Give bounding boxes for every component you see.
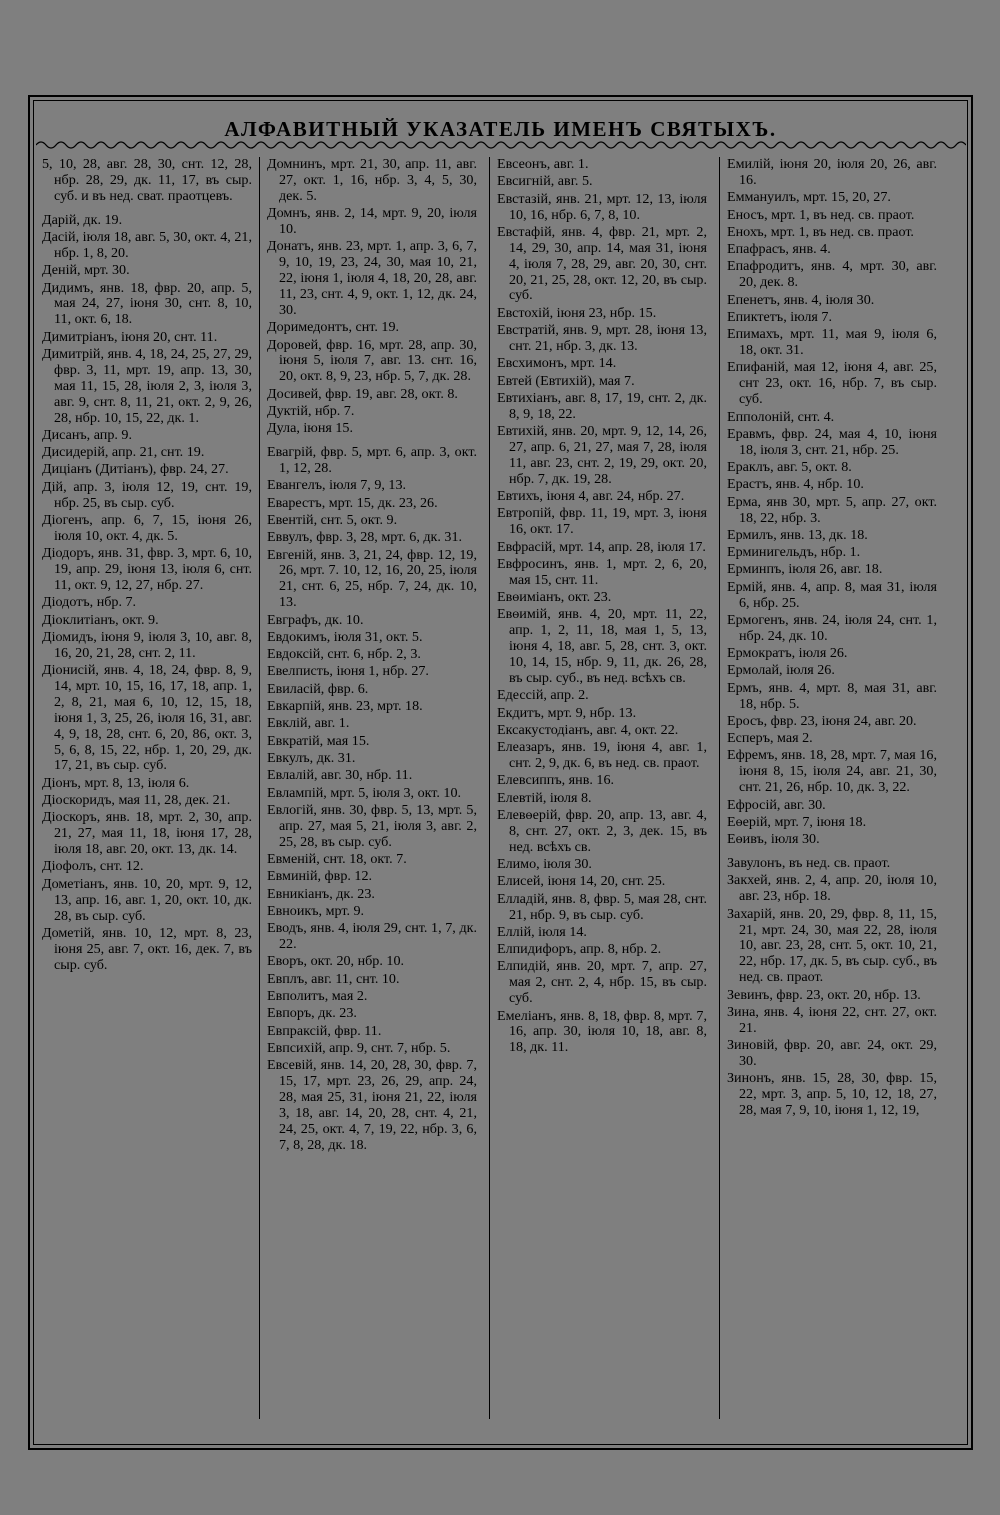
index-entry: Діодотъ, нбр. 7. — [42, 594, 137, 611]
index-entry: Діонисій, янв. 4, 18, 24, фвр. 8, 9, 14, мрт. 10, 15, 16, 17, 18, апр. 1, 2, 8, 21, мая 6, 10, 12, 15, 18, іюня 1, 3, 25, 26, іюля 16, 31, авг. 4, 9, 18, 28, снт. 6, 20, 86, окт. 3, 5, 6, 8, 15, 22, нбр. 1, 20, 29, дк. 17, 21, въ сыр. суб. — [42, 662, 252, 774]
index-entry: Зиновій, фвр. 20, авг. 24, окт. 29, 30. — [727, 1037, 937, 1069]
index-entry: Евелписть, іюня 1, нбр. 27. — [267, 663, 429, 680]
index-entry: Еллій, іюля 14. — [497, 923, 587, 940]
column-rule — [719, 157, 720, 1419]
index-entry: Евлогій, янв. 30, фвр. 5, 13, мрт. 5, апр. 27, мая 5, 21, іюля 3, авг. 2, 25, 28, въ сыр. суб. — [267, 801, 477, 850]
index-entry: Евтей (Евтихій), мая 7. — [497, 372, 635, 389]
index-entry: Евноикъ, мрт. 9. — [267, 902, 365, 919]
index-entry: Діофолъ, снт. 12. — [42, 858, 144, 875]
index-entry: Евминій, фвр. 12. — [267, 868, 373, 885]
index-entry: Епифаній, мая 12, іюня 4, авг. 25, снт 23, окт. 16, нбр. 7, въ сыр. суб. — [727, 359, 937, 408]
index-entry: Дометіанъ, янв. 10, 20, мрт. 9, 12, 13, апр. 16, авг. 1, 20, окт. 10, дк. 28, въ сыр. суб. — [42, 875, 252, 924]
index-entry: Діонъ, мрт. 8, 13, іюля 6. — [42, 774, 190, 791]
index-entry: Елисей, іюня 14, 20, снт. 25. — [497, 873, 666, 890]
index-entry: Донатъ, янв. 23, мрт. 1, апр. 3, 6, 7, 9, 10, 19, 23, 24, 30, мая 10, 21, 22, іюня 1, іюля 4, 18, 20, 28, авг. 11, 23, снт. 4, 9, окт. 1, 12, дк. 24, 30. — [267, 238, 477, 318]
index-entry: Ексакустодіанъ, авг. 4, окт. 22. — [497, 721, 679, 738]
index-entry: Еравмъ, фвр. 24, мая 4, 10, іюня 18, іюля 3, снт. 21, нбр. 25. — [727, 425, 937, 458]
index-entry: Дометій, янв. 10, 12, мрт. 8, 23, іюня 25, авг. 7, окт. 16, дек. 7, въ сыр. суб. — [42, 924, 252, 973]
index-entry: Евгеній, янв. 3, 21, 24, фвр. 12, 19, 26, мрт. 7. 10, 12, 16, 20, 25, іюля 21, снт. 6, 25, нбр. 7, 24, дк. 10, 13. — [267, 546, 477, 611]
index-entry: Елпидифоръ, апр. 8, нбр. 2. — [497, 941, 662, 958]
index-entry: Евлалій, авг. 30, нбр. 11. — [267, 767, 413, 784]
index-entry: Доримедонтъ, снт. 19. — [267, 319, 400, 336]
index-entry: Деній, мрт. 30. — [42, 262, 130, 279]
index-entry: Евентій, снт. 5, окт. 9. — [267, 511, 398, 528]
index-entry: Елеазаръ, янв. 19, іюня 4, авг. 1, снт. 2, 9, дк. 6, въ нед. св. праот. — [497, 739, 707, 772]
index-entry: Елимо, іюля 30. — [497, 856, 592, 873]
index-entry: Ермогенъ, янв. 24, іюля 24, снт. 1, нбр. 24, дк. 10. — [727, 611, 937, 644]
index-entry: Евпсихій, апр. 9, снт. 7, нбр. 5. — [267, 1039, 451, 1056]
index-entry: Евсигній, авг. 5. — [497, 173, 593, 190]
index-entry: Евменій, снт. 18, окт. 7. — [267, 850, 407, 867]
index-entry: Еросъ, фвр. 23, іюня 24, авг. 20. — [727, 712, 917, 729]
index-entry: Димитрій, янв. 4, 18, 24, 25, 27, 29, фвр. 3, 11, мрт. 19, апр. 13, 30, мая 11, 15, 28, іюля 2, 3, іюля 3, авг. 9, снт. 8, 11, 21, окт. 2, 9, 26, 28, нбр. 10, 15, 22, дк. 1. — [42, 345, 252, 426]
index-entry: Евдокимъ, іюля 31, окт. 5. — [267, 628, 423, 645]
index-entry: Епафродитъ, янв. 4, мрт. 30, авг. 20, дек. 8. — [727, 258, 937, 291]
index-entry: Ерма, янв 30, мрт. 5, апр. 27, окт. 18, 22, нбр. 3. — [727, 493, 937, 526]
index-entry: Евѳимій, янв. 4, 20, мрт. 11, 22, апр. 1, 2, 11, 18, мая 1, 5, 13, іюня 4, 18, авг. 5, 28, снт. 3, окт. 10, 14, 15, нбр. 9, 11, дк. 26, 28, въ сыр. суб., въ нед. всѣхъ св. — [497, 606, 707, 686]
index-entry: Ермолай, іюля 26. — [727, 662, 835, 679]
index-entry: Епполоній, снт. 4. — [727, 408, 835, 425]
index-entry: Еворъ, окт. 20, нбр. 10. — [267, 953, 405, 970]
index-entry: Епиктетъ, іюля 7. — [727, 308, 832, 325]
page-header: АЛФАВИТНЫЙ УКАЗАТЕЛЬ ИМЕНЪ СВЯТЫХЪ. — [224, 117, 777, 141]
index-entry: Евникіанъ, дк. 23. — [267, 885, 375, 902]
index-entry: Евпраксій, фвр. 11. — [267, 1022, 382, 1039]
index-entry: Евсхимонъ, мрт. 14. — [497, 355, 617, 372]
index-entry: Евтропій, фвр. 11, 19, мрт. 3, іюня 16, окт. 17. — [497, 505, 707, 538]
index-entry: Елевсиппъ, янв. 16. — [497, 772, 615, 789]
index-entry: Еѳерій, мрт. 7, іюня 18. — [727, 813, 867, 830]
index-entry: Діомидъ, іюня 9, іюля 3, 10, авг. 8, 16, 20, 21, 28, снт. 2, 11. — [42, 628, 252, 661]
index-entry: Ерминигельдъ, нбр. 1. — [727, 544, 861, 561]
index-entry: Захарій, янв. 20, 29, фвр. 8, 11, 15, 21, мрт. 24, 30, мая 22, 28, іюля 10, авг. 23, 28, снт. 5, окт. 10, 21, 22, нбр. 17, дк. 5, въ сыр. суб., въ нед. св. праот. — [727, 905, 937, 986]
index-entry: Есперъ, мая 2. — [727, 730, 813, 747]
index-entry: Димитріанъ, іюня 20, снт. 11. — [42, 328, 218, 345]
index-entry: Еммануилъ, мрт. 15, 20, 27. — [727, 189, 891, 206]
index-entry: Евлампій, мрт. 5, іюля 3, окт. 10. — [267, 784, 462, 801]
index-entry: Емилій, іюня 20, іюля 20, 26, авг. 16. — [727, 156, 937, 188]
index-entry: Емеліанъ, янв. 8, 18, фвр. 8, мрт. 7, 16, апр. 30, іюля 10, 18, авг. 8, 18, дк. 11. — [497, 1007, 707, 1056]
index-entry: Ерминпъ, іюля 26, авг. 18. — [727, 561, 883, 578]
index-entry: Евплъ, авг. 11, снт. 10. — [267, 970, 400, 987]
index-entry: Евфрасій, мрт. 14, апр. 28, іюля 17. — [497, 538, 706, 555]
index-entry: Енохъ, мрт. 1, въ нед. св. праот. — [727, 223, 914, 240]
index-entry: Евклій, авг. 1. — [267, 715, 350, 732]
index-entry: Еварестъ, мрт. 15, дк. 23, 26. — [267, 494, 438, 511]
index-entry: Дисидерій, апр. 21, снт. 19. — [42, 444, 205, 461]
index-entry: Екдитъ, мрт. 9, нбр. 13. — [497, 704, 637, 721]
index-entry: Дарій, дк. 19. — [42, 211, 123, 228]
index-entry: Евкулъ, дк. 31. — [267, 749, 356, 766]
index-entry: Доровей, фвр. 16, мрт. 28, апр. 30, іюня 5, іюля 7, авг. 13. снт. 16, 20, окт. 8, 9, 23, нбр. 5, 7, дк. 28. — [267, 336, 477, 385]
index-entry: Евтихій, янв. 20, мрт. 9, 12, 14, 26, 27, апр. 6, 21, 27, мая 7, 28, іюля 11, авг. 23, снт. 2, 19, 29, окт. 20, нбр. 7, дк. 19, 28. — [497, 423, 707, 487]
index-entry: Евкарпій, янв. 23, мрт. 18. — [267, 698, 423, 715]
index-entry: Досивей, фвр. 19, авг. 28, окт. 8. — [267, 385, 458, 402]
index-entry: Евсевій, янв. 14, 20, 28, 30, фвр. 7, 15, 17, мрт. 23, 26, 29, апр. 24, 28, мая 25, 31, іюня 21, 22, іюля 3, 18, авг. 14, 20, 28, снт. 4, 21, 24, 25, окт. 4, 7, 19, 22, нбр. 3, 6, 7, 8, 28, дк. 18. — [267, 1057, 477, 1153]
column-rule — [489, 157, 490, 1419]
index-entry: Елпидій, янв. 20, мрт. 7, апр. 27, мая 2, снт. 2, 4, нбр. 15, въ сыр. суб. — [497, 958, 707, 1007]
index-entry: Дисанъ, апр. 9. — [42, 426, 132, 443]
index-entry: Диціанъ (Дитіанъ), фвр. 24, 27. — [42, 461, 229, 478]
index-entry: Евкратій, мая 15. — [267, 732, 370, 749]
index-entry: Дидимъ, янв. 18, фвр. 20, апр. 5, мая 24, 27, іюня 30, снт. 8, 10, 11, окт. 6, 18. — [42, 279, 252, 328]
index-entry: Еносъ, мрт. 1, въ нед. св. праот. — [727, 206, 915, 223]
index-entry: Домнъ, янв. 2, 14, мрт. 9, 20, іюля 10. — [267, 205, 477, 238]
index-entry: Евстохій, іюня 23, нбр. 15. — [497, 304, 657, 321]
index-entry: Еѳивъ, іюля 30. — [727, 831, 820, 848]
index-entry: Евѳиміанъ, окт. 23. — [497, 589, 612, 606]
index-entry: Елевѳерій, фвр. 20, апр. 13, авг. 4, 8, снт. 27, окт. 2, 3, дек. 15, въ нед. всѣхъ св. — [497, 806, 707, 855]
index-entry: Ермократъ, іюля 26. — [727, 645, 848, 662]
index-entry: Евстратій, янв. 9, мрт. 28, іюня 13, снт. 21, нбр. 3, дк. 13. — [497, 322, 707, 354]
index-entry: Зинонъ, янв. 15, 28, 30, фвр. 15, 22, мрт. 3, апр. 5, 10, 12, 18, 27, 28, мая 7, 9, 10, іюня 1, 12, 19, — [727, 1070, 937, 1119]
index-entry: Зина, янв. 4, іюня 22, снт. 27, окт. 21. — [727, 1003, 937, 1036]
index-column-3 — [497, 157, 707, 1419]
column-rule — [259, 157, 260, 1419]
index-entry: Евстазій, янв. 21, мрт. 12, 13, іюля 10, 16, нбр. 6, 7, 8, 10. — [497, 190, 707, 223]
index-entry: Епафрасъ, янв. 4. — [727, 241, 831, 258]
index-entry: Евграфъ, дк. 10. — [267, 611, 364, 628]
index-column-2 — [267, 157, 477, 1419]
index-entry: Евиласій, фвр. 6. — [267, 680, 369, 697]
index-entry: Евфросинъ, янв. 1, мрт. 2, 6, 20, мая 15, снт. 11. — [497, 555, 707, 588]
index-column-4 — [727, 157, 937, 1419]
index-entry: Еввулъ, фвр. 3, 28, мрт. 6, дк. 31. — [267, 529, 463, 546]
index-entry: Дасій, іюля 18, авг. 5, 30, окт. 4, 21, нбр. 1, 8, 20. — [42, 229, 252, 261]
index-entry: Діоскоридъ, мая 11, 28, дек. 21. — [42, 792, 231, 809]
index-entry: Ерастъ, янв. 4, нбр. 10. — [727, 476, 864, 493]
index-entry: Евагрій, фвр. 5, мрт. 6, апр. 3, окт. 1, 12, 28. — [267, 444, 477, 477]
index-entry: Ефремъ, янв. 18, 28, мрт. 7, мая 16, іюня 8, 15, іюля 24, авг. 21, 30, снт. 21, 26, нбр. 10, дк. 3, 22. — [727, 747, 937, 796]
index-entry: Евсеонъ, авг. 1. — [497, 156, 589, 172]
index-entry: Евтихъ, іюня 4, авг. 24, нбр. 27. — [497, 488, 685, 505]
index-entry: Дій, апр. 3, іюля 12, 19, снт. 19, нбр. 25, въ сыр. суб. — [42, 478, 252, 511]
index-entry: Закхей, янв. 2, 4, апр. 20, іюля 10, авг. 23, нбр. 18. — [727, 872, 937, 905]
index-entry: Зевинъ, фвр. 23, окт. 20, нбр. 13. — [727, 986, 921, 1003]
wavy-rule — [36, 139, 966, 151]
index-entry: Домнинъ, мрт. 21, 30, апр. 11, авг. 27, окт. 1, 16, нбр. 3, 4, 5, 30, дек. 5. — [267, 156, 477, 204]
index-entry: Ермій, янв. 4, апр. 8, мая 31, іюля 6, нбр. 25. — [727, 578, 937, 611]
index-entry: Діогенъ, апр. 6, 7, 15, іюня 26, іюля 10, окт. 4, дк. 5. — [42, 511, 252, 544]
index-entry: Ефросій, авг. 30. — [727, 796, 826, 813]
page-frame — [28, 95, 973, 1450]
index-entry: Евпоръ, дк. 23. — [267, 1005, 357, 1022]
index-entry: Дуктій, нбр. 7. — [267, 402, 355, 419]
index-entry: Дула, іюня 15. — [267, 420, 353, 437]
index-entry: Ераклъ, авг. 5, окт. 8. — [727, 459, 852, 475]
index-entry: Евтихіанъ, авг. 8, 17, 19, снт. 2, дк. 8, 9, 18, 22. — [497, 389, 707, 422]
index-entry: Епимахъ, мрт. 11, мая 9, іюля 6, 18, окт. 31. — [727, 326, 937, 359]
index-entry: Елевтій, іюля 8. — [497, 789, 592, 806]
index-entry: Діодоръ, янв. 31, фвр. 3, мрт. 6, 10, 19, апр. 29, іюня 13, іюля 6, снт. 11, окт. 9, 12, 27, нбр. 27. — [42, 545, 252, 593]
index-entry: Едессій, апр. 2. — [497, 687, 589, 704]
index-entry: Елладій, янв. 8, фвр. 5, мая 28, снт. 21, нбр. 9, въ сыр. суб. — [497, 890, 707, 923]
index-column-1 — [42, 157, 252, 1419]
index-entry: 5, 10, 28, авг. 28, 30, снт. 12, 28, нбр. 28, 29, дк. 11, 17, въ сыр. суб. и въ нед. сват. праотцевъ. — [42, 156, 252, 204]
index-entry: Діоскоръ, янв. 18, мрт. 2, 30, апр. 21, 27, мая 11, 18, іюня 17, 28, іюля 18, авг. 20, окт. 13, дк. 14. — [42, 809, 252, 858]
index-entry: Ермилъ, янв. 13, дк. 18. — [727, 526, 868, 543]
index-entry: Евполитъ, мая 2. — [267, 987, 368, 1004]
index-entry: Евстафій, янв. 4, фвр. 21, мрт. 2, 14, 29, 30, апр. 14, мая 31, іюня 4, іюля 7, 28, 29, авг. 20, 30, снт. 20, 21, 25, 28, окт. 12, 20, въ сыр. суб. — [497, 223, 707, 304]
index-entry: Діоклитіанъ, окт. 9. — [42, 611, 159, 628]
index-entry: Еводъ, янв. 4, іюля 29, снт. 1, 7, дк. 22. — [267, 920, 477, 953]
index-entry: Евангелъ, іюля 7, 9, 13. — [267, 477, 407, 494]
index-entry: Ермъ, янв. 4, мрт. 8, мая 31, авг. 18, нбр. 5. — [727, 679, 937, 712]
index-entry: Евдоксій, снт. 6, нбр. 2, 3. — [267, 646, 421, 663]
index-entry: Завулонъ, въ нед. св. праот. — [727, 855, 891, 872]
index-entry: Епенетъ, янв. 4, іюля 30. — [727, 291, 875, 308]
index-columns — [42, 157, 957, 1419]
